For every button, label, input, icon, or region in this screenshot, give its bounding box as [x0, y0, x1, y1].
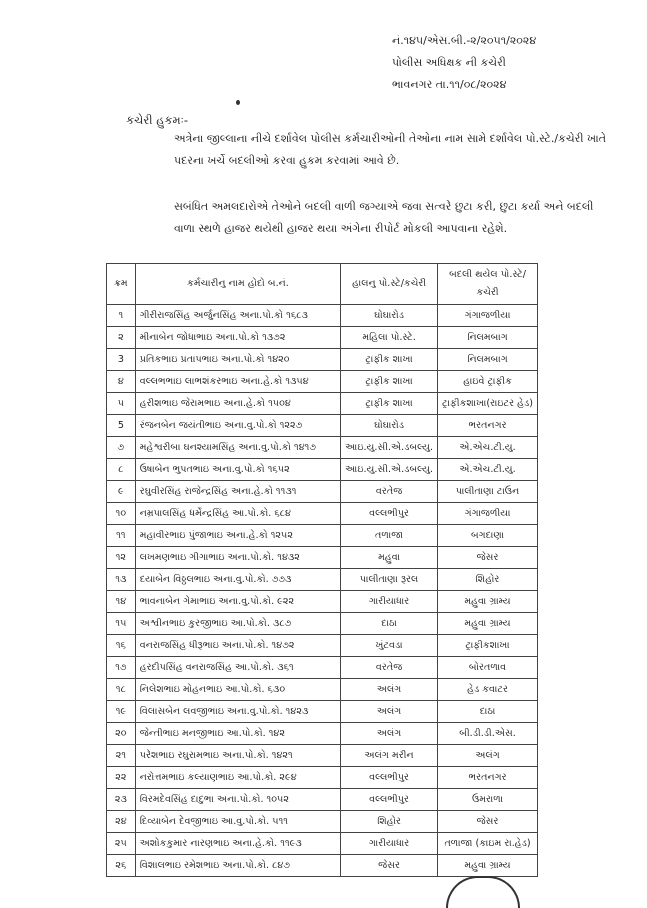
order-paragraph-1: અત્રેના જીલ્લાના નીચે દર્શાવેલ પોલીસ કર્મચારીઓની તેઓના નામ સામે દર્શાવેલ પો.સ્ટે./કચેરી ખાતે પદરના ખર્ચે બદલીઓ કરવા હુકમ કરવામાં આવે છે. [174, 132, 607, 167]
cell-name: ભાવનાબેન ગેમાભાઇ અના.વુ.પો.કો. ૯૨૨ [135, 591, 340, 613]
table-row [107, 327, 538, 349]
cell-num: ૧૬ [107, 635, 136, 657]
cell-current: અલંગ [341, 679, 438, 701]
ink-dot [236, 100, 240, 105]
cell-transfer: બગદાણા [438, 525, 538, 547]
cell-transfer: બી.ડી.ડી.એસ. [438, 723, 538, 745]
cell-current: મહુવા [341, 547, 438, 569]
table-row [107, 393, 538, 415]
cell-name: હરદીપસિંહ વનરાજસિંહ આ.પો.કો. ૩૬૧ [135, 657, 340, 679]
cell-name: લખમણભાઇ ગીગાભાઇ અના.પો.કો. ૧૪૩૨ [135, 547, 340, 569]
cell-current: આઇ.યુ.સી.એ.ડબલ્યુ. [341, 437, 438, 459]
cell-num: 5 [107, 415, 136, 437]
cell-current: વલ્લભીપુર [341, 789, 438, 811]
order-paragraph-2: સબંધિત અમલદારોએ તેઓને બદલી વાળી જગ્યાએ જવા સત્વરે છુટા કરી, છુટા કર્યા અને બદલી વાળા સ્થળે હાજર થયેથી હાજર થયા અંગેના રીપોર્ટ મોકલી આપવાના રહેશે. [174, 200, 594, 235]
signature-stamp [446, 876, 520, 908]
cell-transfer: હાઇવે ટ્રાફીક [438, 371, 538, 393]
header-current: હાલનુ પો.સ્ટે/કચેરી [341, 264, 438, 305]
transfer-table [106, 263, 538, 877]
cell-transfer: ભરતનગર [438, 415, 538, 437]
table-row [107, 767, 538, 789]
cell-num: ૧ [107, 305, 136, 327]
header-num: ક્રમ [107, 264, 136, 305]
table-row [107, 789, 538, 811]
cell-num: ૮ [107, 459, 136, 481]
cell-num: ૧૭ [107, 657, 136, 679]
table-row [107, 503, 538, 525]
cell-num: ૧૯ [107, 701, 136, 723]
table-row [107, 613, 538, 635]
header-name: કર્મચારીનુ નામ હોદો બ.નં. [135, 264, 340, 305]
cell-name: રઘુવીરસિંહ રાજેન્દ્રસિંહ અના.હે.કો ૧૧૩૧ [135, 481, 340, 503]
cell-transfer: શિહોર [438, 569, 538, 591]
table-header-row [107, 264, 538, 305]
cell-name: જેન્તીભાઇ મનજીભાઇ આ.પો.કો. ૧૪૨ [135, 723, 340, 745]
cell-name: દિવ્યાબેન દેવજીભાઇ આ.વુ.પો.કો. ૫૧૧ [135, 811, 340, 833]
cell-num: ૨૦ [107, 723, 136, 745]
cell-num: ૧૦ [107, 503, 136, 525]
cell-current: આઇ.યુ.સી.એ.ડબલ્યુ. [341, 459, 438, 481]
table-body [107, 305, 538, 877]
cell-current: ટ્રાફીક શાખા [341, 393, 438, 415]
cell-name: અશ્વીનભાઇ કુરજીભાઇ આ.પો.કો. ૩૮૭ [135, 613, 340, 635]
cell-name: દયાબેન વિઠ્ઠલભાઇ અના.વુ.પો.કો. ૭૭૩ [135, 569, 340, 591]
cell-current: વલ્લભીપુર [341, 767, 438, 789]
table-row [107, 305, 538, 327]
table-row [107, 723, 538, 745]
cell-name: વિશાલભાઇ રમેશભાઇ અના.પો.કો. ૮૪૭ [135, 855, 340, 877]
cell-transfer: એ.એચ.ટી.યુ. [438, 459, 538, 481]
cell-current: ટ્રાફીક શાખા [341, 371, 438, 393]
cell-transfer: મહુવા ગ્રામ્ય [438, 855, 538, 877]
cell-current: વલ્લભીપુર [341, 503, 438, 525]
cell-name: મીનાબેન જોધાભાઇ અના.પો.કો ૧૩૭૨ [135, 327, 340, 349]
cell-transfer: ઉમરાળા [438, 789, 538, 811]
cell-current: વરતેજ [341, 657, 438, 679]
cell-name: મહેશ્વરીબા ઘનશ્યામસિંહ અના.વુ.પો.કો ૧૪૧૭ [135, 437, 340, 459]
cell-name: પ્રતિકભાઇ પ્રતાપભાઇ અના.પો.કો ૧૪૨૦ [135, 349, 340, 371]
cell-num: ૫ [107, 393, 136, 415]
cell-transfer: મહુવા ગ્રામ્ય [438, 591, 538, 613]
cell-transfer: અલંગ [438, 745, 538, 767]
table-row [107, 349, 538, 371]
cell-name: રંજનબેન જયંતીભાઇ અના.વુ.પો.કો ૧૨૨૭ [135, 415, 340, 437]
cell-current: પાલીતાણા રૂરલ [341, 569, 438, 591]
cell-transfer: નિલમબાગ [438, 327, 538, 349]
cell-current: ઘોઘારોડ [341, 415, 438, 437]
table-row [107, 833, 538, 855]
cell-num: 3 [107, 349, 136, 371]
office-name: પોલીસ અધિક્ષક ની કચેરી [392, 56, 506, 69]
cell-transfer: ટ્રાફીકશાખા [438, 635, 538, 657]
cell-current: ઘોઘારોડ [341, 305, 438, 327]
table-row [107, 415, 538, 437]
cell-transfer: જેસર [438, 811, 538, 833]
table-row [107, 679, 538, 701]
cell-transfer: ટ્રાફીકશાખા(રાઇટર હેડ) [438, 393, 538, 415]
cell-num: ૧૫ [107, 613, 136, 635]
table-row [107, 745, 538, 767]
order-title: કચેરી હુકમઃ- [126, 113, 189, 127]
cell-transfer: જેસર [438, 547, 538, 569]
cell-name: પરેશભાઇ રઘુરામભાઇ અના.પો.કો. ૧૪૨૧ [135, 745, 340, 767]
cell-name: વિલાસબેન લવજીભાઇ અના.વુ.પો.કો. ૧૪૨૩ [135, 701, 340, 723]
cell-transfer: ગંગાજળીયા [438, 503, 538, 525]
cell-current: દાઠા [341, 613, 438, 635]
cell-num: ૨૧ [107, 745, 136, 767]
cell-transfer: તળાજા (કાઇમ રા.હેડ) [438, 833, 538, 855]
cell-current: ગારીયાધાર [341, 591, 438, 613]
cell-num: ૨૩ [107, 789, 136, 811]
table-row [107, 481, 538, 503]
table-row [107, 547, 538, 569]
cell-current: ખુંટવડા [341, 635, 438, 657]
cell-current: જેસર [341, 855, 438, 877]
reference-block [392, 30, 536, 96]
cell-num: ૧૪ [107, 591, 136, 613]
cell-name: મહાવીરભાઇ પુંજાભાઇ અના.હે.કો ૧૨૫૨ [135, 525, 340, 547]
cell-num: ૨૬ [107, 855, 136, 877]
cell-current: ગારીયાધાર [341, 833, 438, 855]
cell-num: ૧૩ [107, 569, 136, 591]
cell-current: અલંગ મરીન [341, 745, 438, 767]
table-row [107, 701, 538, 723]
table-row [107, 811, 538, 833]
cell-num: ૨ [107, 327, 136, 349]
cell-transfer: ગંગાજળીયા [438, 305, 538, 327]
cell-name: વલ્લભભાઇ લાભશંકરભાઇ અના.હે.કો ૧૩૫૪ [135, 371, 340, 393]
table-row [107, 855, 538, 877]
cell-transfer: મહુવા ગ્રામ્ય [438, 613, 538, 635]
cell-num: ૧૮ [107, 679, 136, 701]
table-row [107, 371, 538, 393]
cell-num: ૧૧ [107, 525, 136, 547]
cell-current: અલંગ [341, 701, 438, 723]
cell-name: અશોકકુમાર નારણભાઇ અના.હે.કો. ૧૧૯૩ [135, 833, 340, 855]
cell-num: ૭ [107, 437, 136, 459]
cell-current: વરતેજ [341, 481, 438, 503]
cell-name: નમ્રપાલસિંહ ધર્મેન્દ્રસિંહ આ.પો.કો. ૬૮૪ [135, 503, 340, 525]
table-row [107, 635, 538, 657]
cell-transfer: એ.એચ.ટી.યુ. [438, 437, 538, 459]
cell-transfer: નિલમબાગ [438, 349, 538, 371]
cell-name: નિલેશભાઇ મોહનભાઇ આ.પો.કો. ૬૩૦ [135, 679, 340, 701]
cell-current: મહિલા પો.સ્ટે. [341, 327, 438, 349]
cell-transfer: પાલીતાણા ટાઉન [438, 481, 538, 503]
cell-current: તળાજા [341, 525, 438, 547]
table-row [107, 569, 538, 591]
cell-current: ટ્રાફીક શાખા [341, 349, 438, 371]
cell-name: ગીરીરાજસિંહ અર્જુનસિંહ અના.પો.કો ૧૬૮૩ [135, 305, 340, 327]
cell-name: ઉષાબેન ભુપતભાઇ અના.વુ.પો.કો ૧૬૫૨ [135, 459, 340, 481]
cell-num: ૨૪ [107, 811, 136, 833]
header-transfer: બદલી થયેલ પો.સ્ટે/કચેરી [438, 264, 538, 305]
cell-name: વનરાજસિંહ ધીરૂભાઇ અના.પો.કો. ૧૪૭૨ [135, 635, 340, 657]
cell-num: ૨૨ [107, 767, 136, 789]
cell-num: ૪ [107, 371, 136, 393]
cell-num: ૧૨ [107, 547, 136, 569]
table-row [107, 591, 538, 613]
cell-name: નરોત્તમભાઇ કલ્યાણભાઇ આ.પો.કો. ૨૯૪ [135, 767, 340, 789]
cell-current: અલંગ [341, 723, 438, 745]
cell-transfer: ભરતનગર [438, 767, 538, 789]
table-row [107, 657, 538, 679]
table-row [107, 525, 538, 547]
cell-transfer: દાઠા [438, 701, 538, 723]
table-row [107, 459, 538, 481]
reference-number: નં.૧૪૫/એસ.બી.-૨/૨૦૫૧/૨૦૨૪ [392, 34, 537, 47]
cell-name: વિરમદેવસિંહ દાદુભા અના.પો.કો. ૧૦૫૨ [135, 789, 340, 811]
cell-current: શિહોર [341, 811, 438, 833]
cell-transfer: હેડ કવાટર [438, 679, 538, 701]
place-date: ભાવનગર તા.૧૧/૦૮/૨૦૨૪ [392, 78, 507, 91]
cell-name: હરીશભાઇ જેરામભાઇ અના.હે.કો ૧૫૦૪ [135, 393, 340, 415]
table-row [107, 437, 538, 459]
cell-num: ૨૫ [107, 833, 136, 855]
cell-num: ૯ [107, 481, 136, 503]
cell-transfer: બોરતળાવ [438, 657, 538, 679]
